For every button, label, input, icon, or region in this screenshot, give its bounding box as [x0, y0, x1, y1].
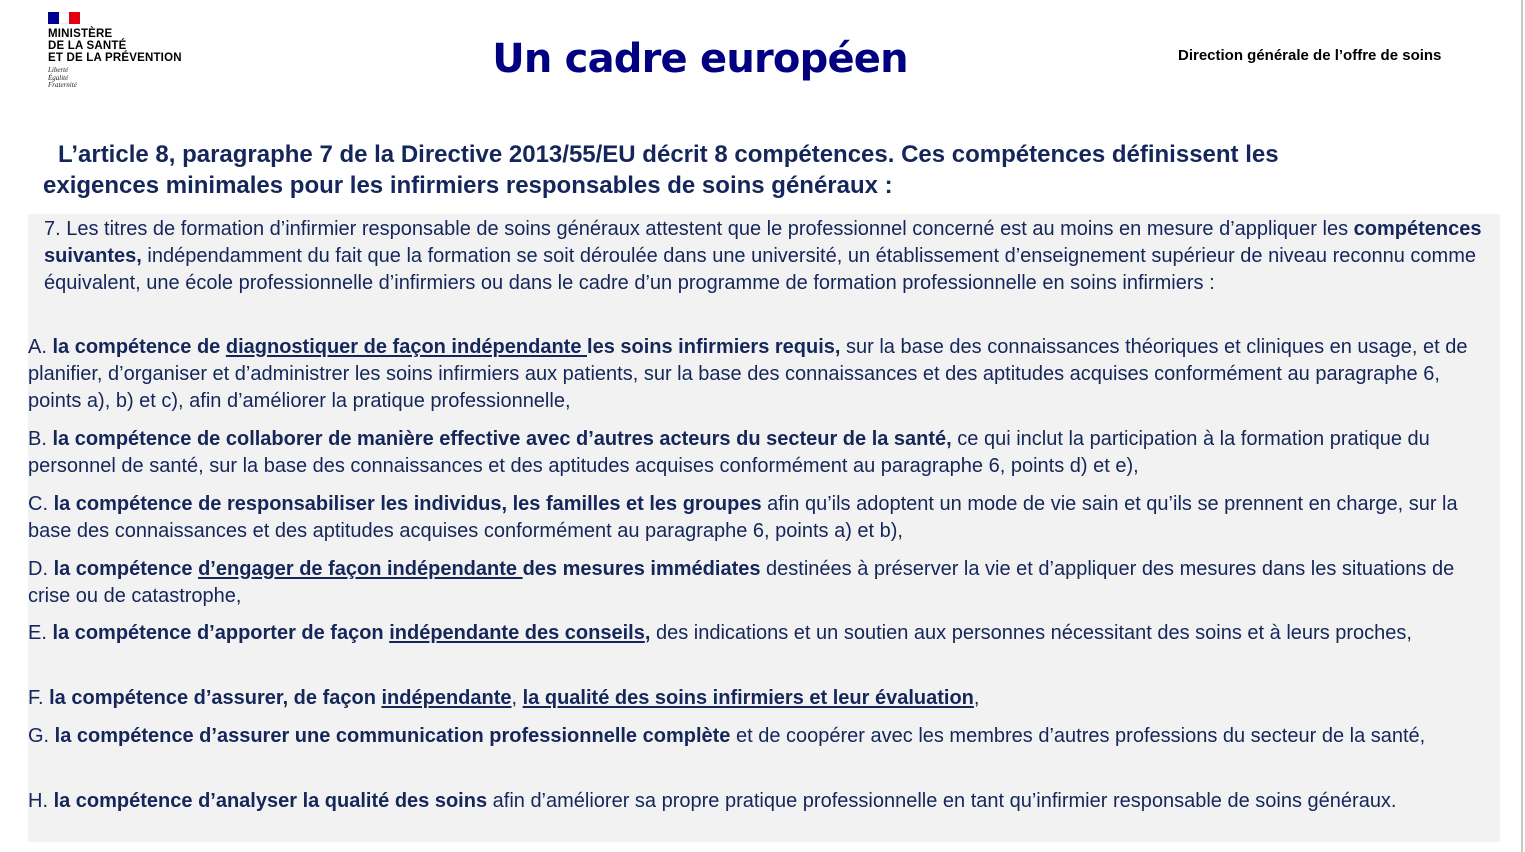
- item-text: destinées à préserver la vie et d’appliquer des mesures dans les situations de crise ou de catastrophe,: [28, 558, 1455, 607]
- competence-g: [28, 723, 1498, 750]
- logo-line-1: MINISTÈRE: [48, 28, 113, 40]
- competence-a: [28, 334, 1498, 414]
- item-text: ,: [511, 687, 523, 709]
- french-flag-icon: [48, 12, 80, 24]
- paragraph-7-bold: compétences suivantes,: [44, 218, 1482, 267]
- logo-line-2: DE LA SANTÉ: [48, 40, 127, 52]
- item-bold: la compétence d’apporter de façon: [52, 622, 390, 644]
- competence-d: [28, 556, 1498, 610]
- item-text: des indications et un soutien aux personnes nécessitant des soins et à leurs proches,: [650, 622, 1412, 644]
- motto-liberte: Liberté: [48, 66, 69, 74]
- slide-edge-divider: [1521, 0, 1523, 852]
- item-text: sur la base des connaissances théoriques et cliniques en usage, et de planifier, d’organiser et d’administrer les soins infirmiers aux patients, sur la base des connaissances et des aptitudes acquises conformément au paragraphe 6, points a), b) et c), afin d’améliorer la pratique professionnelle,: [28, 336, 1468, 412]
- item-bold: les soins infirmiers requis,: [587, 336, 841, 358]
- slide-title: Un cadre européen: [492, 36, 908, 82]
- item-bold: la compétence: [53, 558, 199, 580]
- competence-b: [28, 426, 1498, 480]
- republic-motto: [48, 67, 198, 90]
- item-bold: la compétence d’analyser la qualité des soins: [53, 790, 488, 812]
- item-underlined: d’engager de façon indépendante: [198, 558, 523, 580]
- ministry-logo: [48, 12, 198, 90]
- paragraph-7-text: 7. Les titres de formation d’infirmier responsable de soins généraux attestent que le professionnel concerné est au moins en mesure d’appliquer les: [44, 218, 1354, 240]
- item-bold: ,: [644, 622, 651, 644]
- item-text: afin d’améliorer sa propre pratique professionnelle en tant qu’infirmier responsable de soins généraux.: [487, 790, 1397, 812]
- item-bold: la compétence d’assurer, de façon: [49, 687, 382, 709]
- competence-f: [28, 685, 1498, 712]
- logo-line-3: ET DE LA PRÉVENTION: [48, 52, 182, 64]
- item-underlined: indépendante des conseils: [389, 622, 645, 644]
- item-underlined: la qualité des soins infirmiers et leur évaluation: [522, 687, 974, 709]
- item-underlined: diagnostiquer de façon indépendante: [225, 336, 588, 358]
- item-letter: A.: [28, 336, 53, 358]
- item-letter: D.: [28, 558, 54, 580]
- item-letter: E.: [28, 622, 53, 644]
- item-text: ,: [973, 687, 980, 709]
- motto-egalite: Égalité: [48, 73, 69, 82]
- competence-h: [28, 788, 1498, 815]
- item-text: et de coopérer avec les membres d’autres professions du secteur de la santé,: [730, 725, 1426, 747]
- intro-text: [43, 139, 1443, 201]
- item-text: ce qui inclut la participation à la formation pratique du personnel de santé, sur la base des connaissances et des aptitudes acquises conformément au paragraphe 6, points d) et e),: [28, 428, 1430, 477]
- item-letter: C.: [28, 493, 54, 515]
- organization-name: Direction générale de l’offre de soins: [1178, 47, 1442, 64]
- item-text: afin qu’ils adoptent un mode de vie sain et qu’ils se prennent en charge, sur la base des connaissances et des aptitudes acquises conformément au paragraphe 6, points a) et b),: [28, 493, 1458, 542]
- item-bold: la compétence de collaborer de manière effective avec d’autres acteurs du secteur de la santé,: [52, 428, 952, 450]
- item-letter: G.: [28, 725, 55, 747]
- intro-line-2: exigences minimales pour les infirmiers responsables de soins généraux :: [43, 172, 893, 199]
- intro-line-1: L’article 8, paragraphe 7 de la Directive 2013/55/EU décrit 8 compétences. Ces compétences définissent les: [58, 141, 1279, 168]
- item-bold: la compétence d’assurer une communication professionnelle complète: [54, 725, 731, 747]
- motto-fraternite: Fraternité: [48, 81, 77, 89]
- item-letter: B.: [28, 428, 53, 450]
- competence-c: [28, 491, 1498, 545]
- paragraph-7-text-end: indépendamment du fait que la formation se soit déroulée dans une université, un établissement d’enseignement supérieur de niveau reconnu comme équivalent, une école professionnelle d’infirmiers ou dans le cadre d’un programme de formation professionnelle en soins infirmiers :: [44, 244, 1476, 294]
- item-bold: des mesures immédiates: [522, 558, 761, 580]
- paragraph-7: [44, 216, 1504, 296]
- item-underlined: indépendante: [381, 687, 512, 709]
- item-letter: F.: [28, 687, 50, 709]
- competence-e: [28, 620, 1498, 647]
- item-bold: la compétence de: [52, 336, 226, 358]
- item-letter: H.: [28, 790, 54, 812]
- item-bold: la compétence de responsabiliser les individus, les familles et les groupes: [53, 493, 762, 515]
